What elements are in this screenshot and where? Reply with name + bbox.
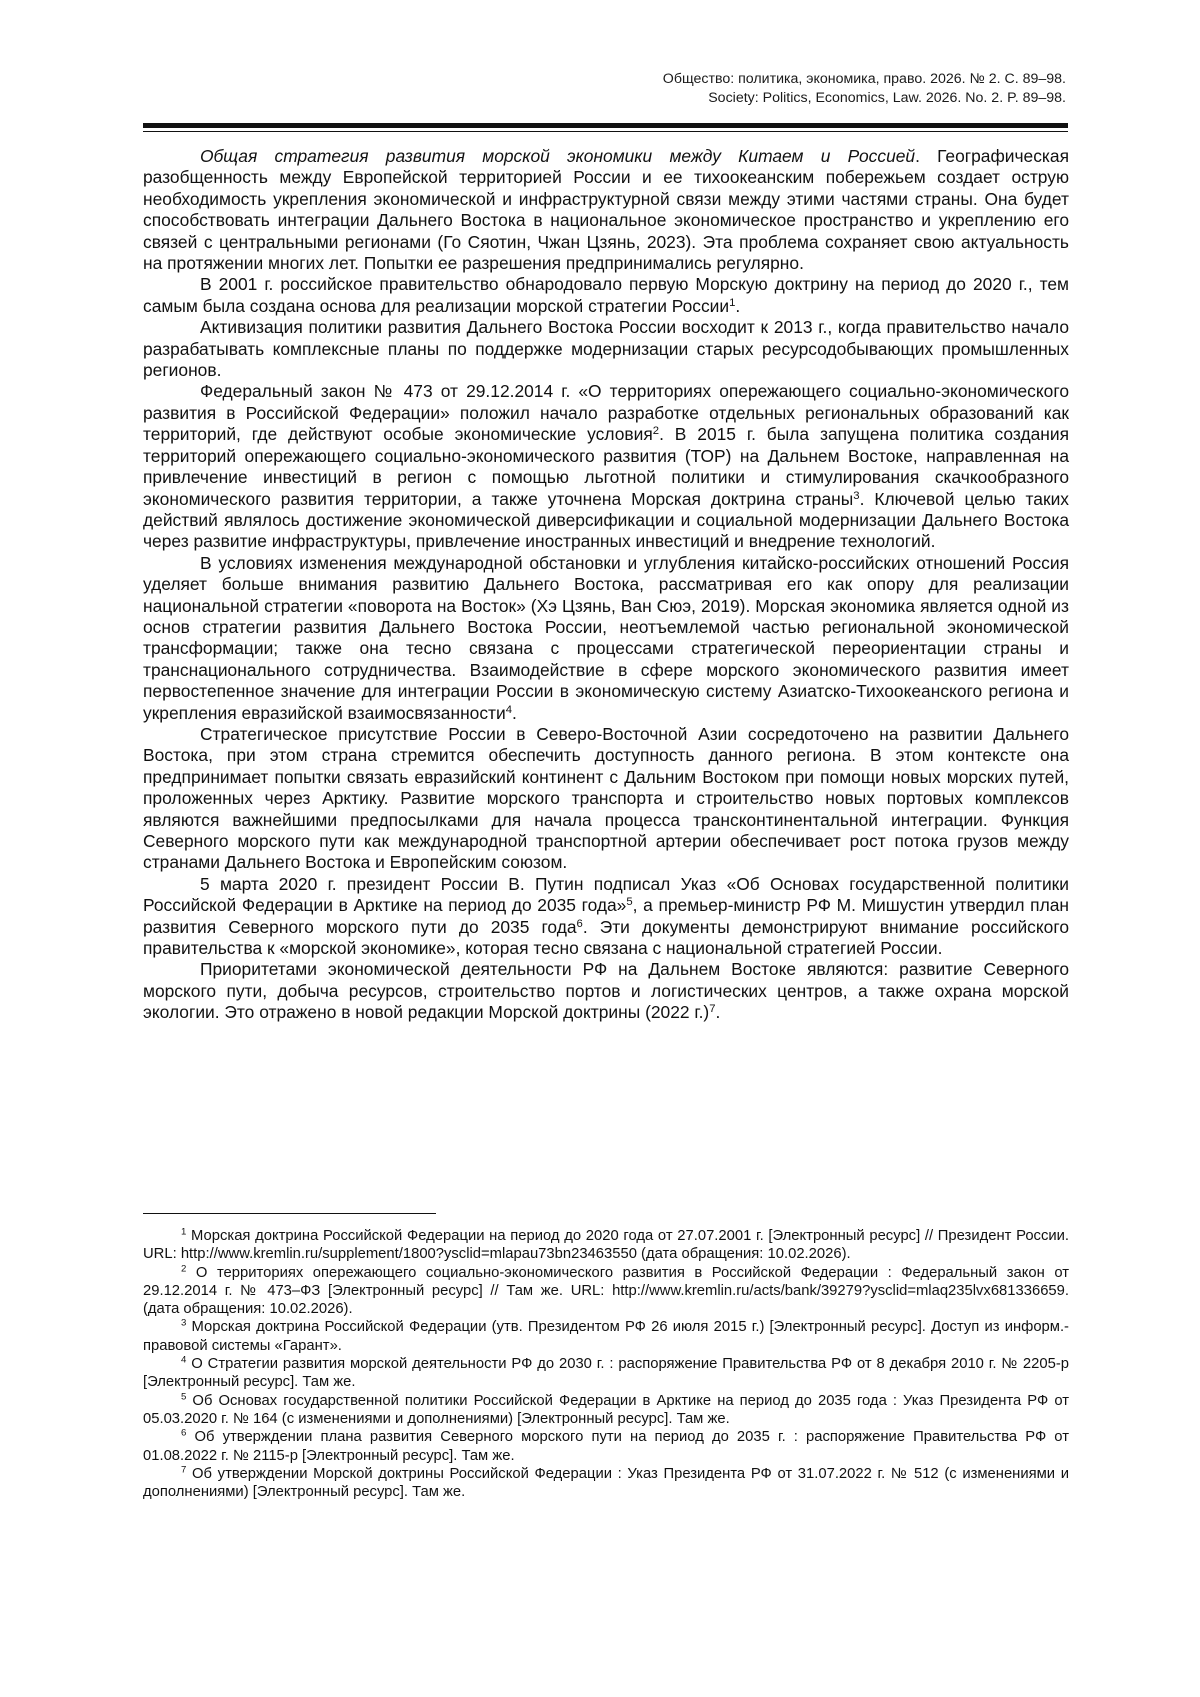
- paragraph: В 2001 г. российское правительство обнародовало первую Морскую доктрину на период до 2020 г., тем самым была создана основа для реализации морской стратегии России$^1$.: [143, 274, 1069, 316]
- footnote-number: 7: [181, 1464, 187, 1476]
- paragraph: 5 марта 2020 г. президент России В. Путин подписал Указ «Об Основах государственной политики Российской Федерации в Арктике на период до 2035 года»$^5$, а премьер-министр РФ М. Мишустин утвердил план развития Северного морского пути до 2035 года$^6$. Эти документы демонстрируют внимание российского правительства к «морской экономике», которая тесно связана с национальной стратегией России.: [143, 873, 1069, 959]
- paragraph: Активизация политики развития Дальнего Востока России восходит к 2013 г., когда правительство начало разрабатывать комплексные планы по поддержке модернизации старых ресурсодобывающих промышленных регионов.: [143, 317, 1069, 381]
- header-rule-thick: [143, 123, 1068, 128]
- paragraph: Общая стратегия развития морской экономики между Китаем и Россией. Географическая разобщенность между Европейской территорией России и ее тихоокеанским побережьем создает острую необходимость укрепления экономической и инфраструктурной связи между этими частями страны. Она будет способствовать интеграции Дальнего Востока в национальное экономическое пространство и укреплению его связей с центральными регионами (Го Сяотин, Чжан Цзянь, 2023). Эта проблема сохраняет свою актуальность на протяжении многих лет. Попытки ее разрешения предпринимались регулярно.: [143, 146, 1069, 274]
- header-citation-ru: Общество: политика, экономика, право. 2026. № 2. С. 89–98.: [662, 71, 1066, 87]
- footnote-separator: [143, 1213, 436, 1214]
- paragraph: В условиях изменения международной обстановки и углубления китайско-российских отношений Россия уделяет больше внимания развитию Дальнего Востока, рассматривая его как опору для реализации национальной стратегии «поворота на Восток» (Хэ Цзянь, Ван Сюэ, 2019). Морская экономика является одной из основ стратегии развития Дальнего Востока России, неотъемлемой частью региональной экономической трансформации; также она тесно связана с процессами стратегической переориентации страны и транснационального сотрудничества. Взаимодействие в сфере морского экономического развития имеет первостепенное значение для интеграции России в экономическую систему Азиатско-Тихоокеанского региона и укрепления евразийской взаимосвязанности$^4$.: [143, 552, 1069, 723]
- footnote-ref[interactable]: 2: [652, 425, 660, 438]
- paragraph: Приоритетами экономической деятельности РФ на Дальнем Востоке являются: развитие Северного морского пути, добыча ресурсов, строительство портов и логистических центров, а также охрана морской экологии. Это отражено в новой редакции Морской доктрины (2022 г.)$^7$.: [143, 959, 1069, 1023]
- footnote: $^2$ О территориях опережающего социально-экономического развития в Российской Федерации : Федеральный закон от 29.12.2014 г. № 473–ФЗ [Электронный ресурс] // Там же. URL: http://www.kremlin.ru/acts/bank/39279?ysclid=mlaq235lvx681336659. (дата обращения: 10.02.2026).: [143, 1263, 1069, 1318]
- paragraph: Стратегическое присутствие России в Северо-Восточной Азии сосредоточено на развитии Дальнего Востока, при этом страна стремится обеспечить доступность данного региона. В этом контексте она предпринимает попытки связать евразийский континент с Дальним Востоком при помощи новых морских путей, проложенных через Арктику. Развитие морского транспорта и строительство новых портовых комплексов являются важнейшими предпосылками для начала процесса трансконтинентальной интеграции. Функция Северного морского пути как международной транспортной артерии обеспечивает рост потока грузов между странами Дальнего Востока и Европейским союзом.: [143, 723, 1069, 873]
- footnote-ref[interactable]: 4: [505, 703, 513, 716]
- main-text: [143, 146, 1069, 1024]
- footnote-number: 6: [181, 1427, 187, 1439]
- footnote: $^7$ Об утверждении Морской доктрины Российской Федерации : Указ Президента РФ от 31.07.2022 г. № 512 (с изменениями и дополнениями) [Электронный ресурс]. Там же.: [143, 1464, 1069, 1501]
- footnote-ref[interactable]: 6: [576, 917, 583, 930]
- footnote-number: 4: [181, 1354, 187, 1366]
- footnote-ref[interactable]: 5: [626, 896, 633, 908]
- header-rule-thin: [143, 131, 1068, 132]
- footnote-number: 5: [181, 1391, 187, 1403]
- footnote-number: 3: [181, 1318, 187, 1330]
- header-citation-en: Society: Politics, Economics, Law. 2026. No. 2. P. 89–98.: [708, 90, 1066, 106]
- footnote-ref[interactable]: 1: [729, 296, 736, 309]
- paragraph: Федеральный закон № 473 от 29.12.2014 г. «О территориях опережающего социально-экономического развития в Российской Федерации» положил начало разработке отдельных региональных образований как территорий, где действуют особые экономические условия$^2$. В 2015 г. была запущена политика создания территорий опережающего социально-экономического развития (ТОР) на Дальнем Востоке, направленная на привлечение инвестиций в регион с помощью льготной политики и стимулирования скачкообразного экономического развития территории, а также уточнена Морская доктрина страны$^3$. Ключевой целью таких действий являлось достижение экономической диверсификации и социальной модернизации Дальнего Востока через развитие инфраструктуры, привлечение иностранных инвестиций и внедрение технологий.: [143, 381, 1070, 552]
- footnote-ref[interactable]: 3: [853, 489, 860, 502]
- section-lead-italic: Общая стратегия развития морской экономики между Китаем и Россией: [200, 146, 916, 166]
- footnote: $^4$ О Стратегии развития морской деятельности РФ до 2030 г. : распоряжение Правительства РФ от 8 декабря 2010 г. № 2205-р [Электронный ресурс]. Там же.: [143, 1354, 1069, 1391]
- footnote-ref[interactable]: 7: [709, 1003, 716, 1016]
- footnotes: [143, 1227, 1069, 1501]
- footnote: $^5$ Об Основах государственной политики Российской Федерации в Арктике на период до 2035 года : Указ Президента РФ от 05.03.2020 г. № 164 (с изменениями и дополнениями) [Электронный ресурс]. Там же.: [143, 1391, 1069, 1427]
- footnote: $^6$ Об утверждении плана развития Северного морского пути на период до 2035 г. : распоряжение Правительства РФ от 01.08.2022 г. № 2115-р [Электронный ресурс]. Там же.: [143, 1427, 1069, 1464]
- footnote-number: 1: [181, 1226, 187, 1238]
- footnote: $^3$ Морская доктрина Российской Федерации (утв. Президентом РФ 26 июля 2015 г.) [Электронный ресурс]. Доступ из информ.-правовой системы «Гарант».: [143, 1318, 1069, 1354]
- footnote: $^1$ Морская доктрина Российской Федерации на период до 2020 года от 27.07.2001 г. [Электронный ресурс] // Президент России. URL: http://www.kremlin.ru/supplement/1800?ysclid=mlapau73bn23463550 (дата обращения: 10.02.2026).: [143, 1226, 1069, 1263]
- footnote-number: 2: [181, 1263, 187, 1275]
- running-header: [663, 70, 1066, 108]
